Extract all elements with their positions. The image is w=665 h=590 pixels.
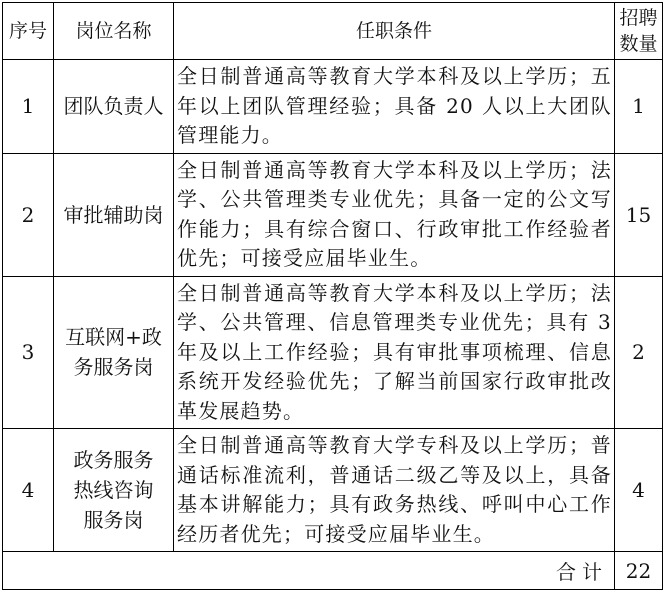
recruitment-table — [2, 2, 663, 590]
row-position: 互联网+政务服务岗 — [54, 276, 174, 429]
header-requirements: 任职条件 — [174, 3, 615, 60]
row-seq: 3 — [3, 276, 54, 429]
row-position: 团队负责人 — [54, 60, 174, 154]
total-label: 合计 — [3, 552, 615, 590]
header-position: 岗位名称 — [54, 3, 174, 60]
total-value: 22 — [615, 552, 663, 590]
row-count: 15 — [615, 153, 663, 276]
header-seq: 序号 — [3, 3, 54, 60]
table-row — [3, 276, 663, 429]
row-count: 2 — [615, 276, 663, 429]
row-seq: 4 — [3, 429, 54, 552]
row-count: 1 — [615, 60, 663, 154]
table-row — [3, 60, 663, 154]
row-requirements: 全日制普通高等教育大学本科及以上学历；五年以上团队管理经验；具备 20 人以上大团队管理能力。 — [174, 60, 615, 154]
table-row — [3, 429, 663, 552]
table-row — [3, 153, 663, 276]
row-requirements: 全日制普通高等教育大学专科及以上学历；普通话标准流利，普通话二级乙等及以上，具备基本讲解能力；具有政务热线、呼叫中心工作经历者优先；可接受应届毕业生。 — [174, 429, 615, 552]
row-position: 审批辅助岗 — [54, 153, 174, 276]
row-requirements: 全日制普通高等教育大学本科及以上学历；法学、公共管理、信息管理类专业优先；具有 3 年及以上工作经验；具有审批事项梳理、信息系统开发经验优先；了解当前国家行政审批改革发展趋势。 — [174, 276, 615, 429]
row-requirements: 全日制普通高等教育大学本科及以上学历；法学、公共管理类专业优先；具备一定的公文写作能力；具有综合窗口、行政审批工作经验者优先；可接受应届毕业生。 — [174, 153, 615, 276]
row-count: 4 — [615, 429, 663, 552]
row-position: 政务服务热线咨询服务岗 — [54, 429, 174, 552]
header-row — [3, 3, 663, 60]
header-count: 招聘数量 — [615, 3, 663, 60]
row-seq: 2 — [3, 153, 54, 276]
row-seq: 1 — [3, 60, 54, 154]
